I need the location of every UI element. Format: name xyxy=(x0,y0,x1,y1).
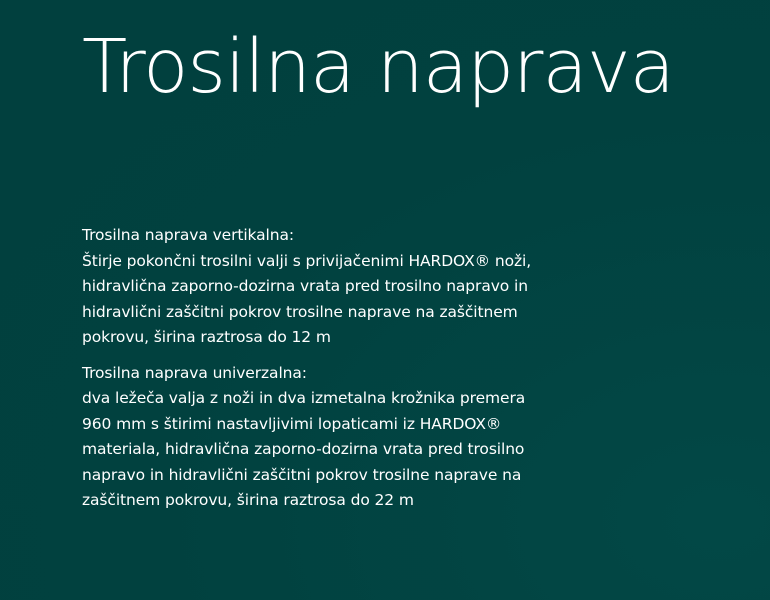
section-line: dva ležeča valja z noži in dva izmetalna krožnika premera xyxy=(82,389,526,407)
page-title: Trosilna naprava xyxy=(82,24,674,110)
section-line: pokrovu, širina raztrosa do 12 m xyxy=(82,328,331,346)
section-universal-spreader xyxy=(82,361,602,514)
section-line: 960 mm s štirimi nastavljivimi lopaticami iz HARDOX® xyxy=(82,414,502,433)
section-line: materiala, hidravlična zaporno-dozirna vrata pred trosilno xyxy=(82,440,525,458)
section-line: zaščitnem pokrovu, širina raztrosa do 22 m xyxy=(82,491,414,509)
section-line: Štirje pokončni trosilni valji s privijačenimi HARDOX® noži, xyxy=(82,251,532,270)
description-content xyxy=(82,223,602,524)
section-heading: Trosilna naprava vertikalna: xyxy=(82,226,294,244)
section-vertical-spreader xyxy=(82,223,602,351)
section-line: hidravlični zaščitni pokrov trosilne naprave na zaščitnem xyxy=(82,302,518,321)
section-heading: Trosilna naprava univerzalna: xyxy=(82,363,307,382)
section-line: hidravlična zaporno-dozirna vrata pred trosilno napravo in xyxy=(82,277,528,295)
section-line: napravo in hidravlični zaščitni pokrov trosilne naprave na xyxy=(82,465,522,484)
